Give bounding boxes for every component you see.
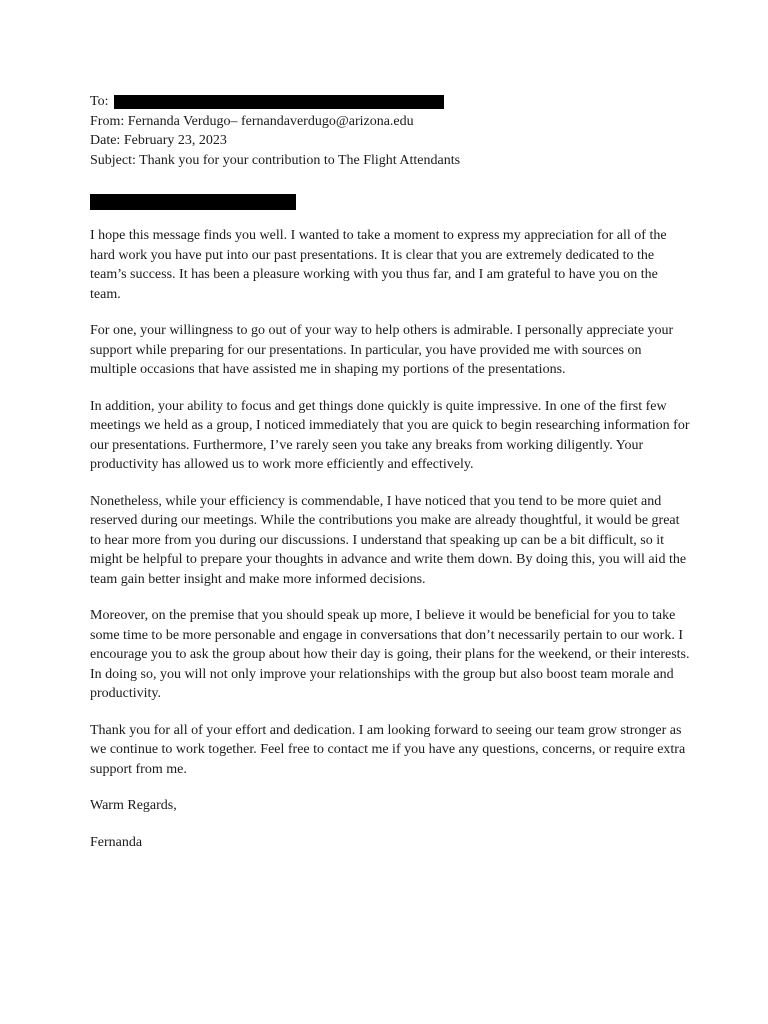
to-line [90, 92, 690, 112]
redacted-salutation-bar [90, 194, 296, 210]
subject-line: Subject: Thank you for your contribution to The Flight Attendants [90, 152, 461, 168]
signature-text: Fernanda [90, 834, 143, 850]
body-paragraph: Nonetheless, while your efficiency is commendable, I have noticed that you tend to be more quiet and reserved during our meetings. While the contributions you make are already thoughtful, it would be great to hear more from you during our discussions. I understand that speaking up can be a bit difficult, so it might be helpful to prepare your thoughts in advance and write them down. By doing this, you will aid the team gain better insight and make more informed decisions. [90, 493, 687, 587]
body-paragraph: In addition, your ability to focus and get things done quickly is quite impressive. In one of the first few meetings we held as a group, I noticed immediately that you are quick to begin researching information for our presentations. Furthermore, I’ve rarely seen you take any breaks from working diligently. Your productivity has allowed us to work more efficiently and effectively. [90, 398, 690, 472]
body-paragraph: Moreover, on the premise that you should speak up more, I believe it would be beneficial for you to take some time to be more personable and engage in conversations that don’t necessarily pertain to our work. I encourage you to ask the group about how their day is going, their plans for the weekend, or their interests. In doing so, you will not only improve your relationships with the group but also boost team morale and productivity. [90, 608, 690, 701]
body-paragraph: Thank you for all of your effort and dedication. I am looking forward to seeing our team grow stronger as we continue to work together. Feel free to contact me if you have any questions, concerns, or require extra support from me. [90, 722, 686, 777]
letter-page [90, 92, 690, 852]
redacted-recipient-bar [114, 95, 444, 109]
body-paragraph: For one, your willingness to go out of your way to help others is admirable. I personally appreciate your support while preparing for our presentations. In particular, you have provided me with sources on multiple occasions that have assisted me in shaping my portions of the presentations. [90, 323, 674, 377]
closing-text: Warm Regards, [90, 798, 177, 813]
to-label: To: [90, 94, 109, 109]
date-line: Date: February 23, 2023 [90, 133, 227, 148]
from-line: From: Fernanda Verdugo– fernandaverdugo@arizona.edu [90, 113, 414, 129]
body-paragraph: I hope this message finds you well. I wanted to take a moment to express my appreciation for all of the hard work you have put into our past presentations. It is clear that you are extremely dedicated to the team’s success. It has been a pleasure working with you thus far, and I am grateful to have you on the team. [90, 228, 667, 302]
